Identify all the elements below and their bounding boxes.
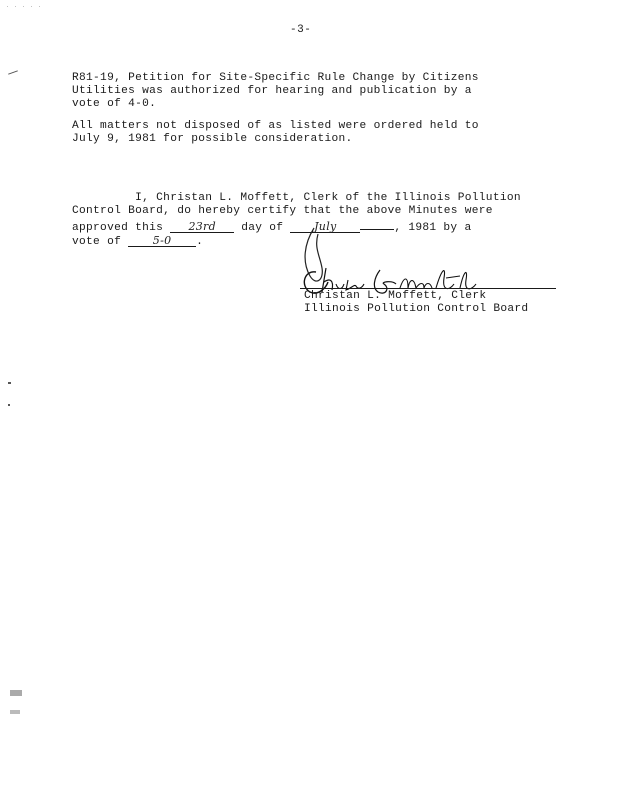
scan-margin-mark <box>10 690 22 696</box>
scan-corner-marks: · · · · · <box>6 4 43 10</box>
certification-line-3b: day of <box>234 222 291 234</box>
signature-line <box>300 288 556 289</box>
clerk-name: Christan L. Moffett, Clerk <box>304 290 487 302</box>
certification-line-4a: vote of <box>72 236 129 248</box>
certification-line-1: I, Christan L. Moffett, Clerk of the Illinois Pollution <box>72 192 521 204</box>
scan-margin-mark <box>8 382 11 384</box>
day-blank: 23rd <box>170 221 234 233</box>
paragraph-r81-19: R81-19, Petition for Site-Specific Rule Change by Citizens Utilities was authorized for hearing and publication by a vote of 4-0. <box>72 72 479 110</box>
scan-margin-mark <box>8 404 10 406</box>
paragraph-matters-held: All matters not disposed of as listed were ordered held to July 9, 1981 for possible consideration. <box>72 120 479 145</box>
scan-margin-mark <box>8 70 18 74</box>
signature-name-block <box>304 290 528 316</box>
board-name: Illinois Pollution Control Board <box>304 303 529 315</box>
certification-line-3c: , 1981 by a <box>394 222 472 234</box>
month-blank-tail <box>360 218 394 230</box>
month-blank: July <box>290 221 360 233</box>
scan-margin-mark <box>10 710 20 714</box>
page-number: -3- <box>290 24 312 36</box>
certification-line-2: Control Board, do hereby certify that the above Minutes were <box>72 205 493 217</box>
certification-line-4b: . <box>196 236 204 248</box>
certification-line-3a: approved this <box>72 222 171 234</box>
certification-paragraph <box>72 192 521 249</box>
vote-blank: 5-0 <box>128 235 196 247</box>
